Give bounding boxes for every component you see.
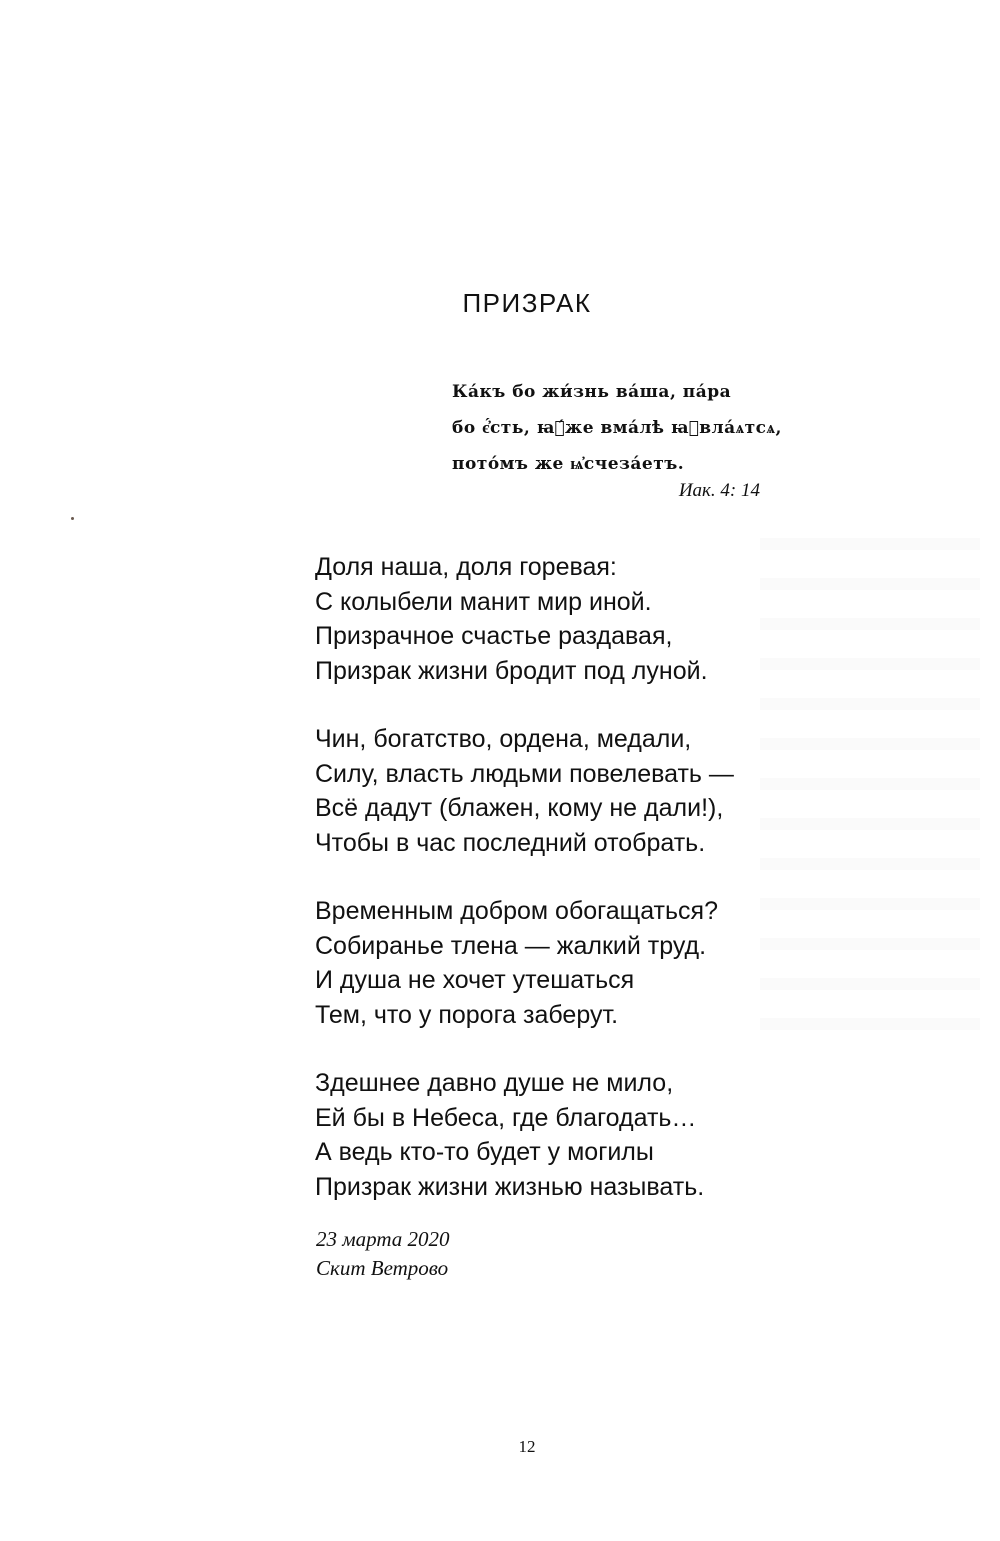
page-number: 12 xyxy=(518,1437,536,1456)
stanza xyxy=(315,894,795,1032)
signature-place: Скит Ветрово xyxy=(316,1256,449,1280)
poem-line: Собиранье тлена — жалкий труд. xyxy=(315,931,707,960)
stanza xyxy=(315,550,795,688)
poem-line: Призрак жизни жизнью называть. xyxy=(315,1172,705,1201)
poem-line: Чин, богатство, ордена, медали, xyxy=(315,725,692,753)
poem-signature xyxy=(316,1225,450,1283)
poem-line: С колыбели манит мир иной. xyxy=(315,587,652,616)
paper-speck xyxy=(71,517,74,520)
poem-line: И душа не хочет утешаться xyxy=(315,966,635,994)
poem-body xyxy=(315,550,795,1238)
poem-line: Временным добром обогащаться? xyxy=(315,897,718,925)
poem-line: Призрачное счастье раздавая, xyxy=(315,622,673,650)
poem-line: Чтобы в час последний отобрать. xyxy=(315,828,706,857)
epigraph xyxy=(452,374,782,482)
epigraph-line: Ка́къ бо жи́знь ва́ша, па́ра xyxy=(452,382,732,402)
poem-line: А ведь кто-то будет у могилы xyxy=(315,1138,654,1166)
poem-line: Доля наша, доля горевая: xyxy=(315,553,617,581)
poem-line: Здешнее давно душе не мило, xyxy=(315,1069,674,1097)
epigraph-reference: Иак. 4: 14 xyxy=(678,480,760,501)
poem-title: ПРИЗРАК xyxy=(462,288,592,318)
poem-line: Тем, что у порога заберут. xyxy=(315,1000,619,1029)
signature-date: 23 марта 2020 xyxy=(316,1227,450,1251)
poem-line: Призрак жизни бродит под луной. xyxy=(315,656,708,685)
epigraph-line: пото́мъ же ѩ҆счеза́етъ. xyxy=(452,454,685,474)
poem-line: Силу, власть людьми повелевать — xyxy=(315,759,734,788)
stanza xyxy=(315,1066,795,1204)
poem-line: Ей бы в Небеса, где благодать… xyxy=(315,1103,697,1132)
poem-line: Всё дадут (блажен, кому не дали!), xyxy=(315,794,724,822)
stanza xyxy=(315,722,795,860)
epigraph-line: бо є҆́сть, ꙗ҆́же вма́лѣ ꙗ҆вла́ѧтсѧ, xyxy=(452,418,782,438)
